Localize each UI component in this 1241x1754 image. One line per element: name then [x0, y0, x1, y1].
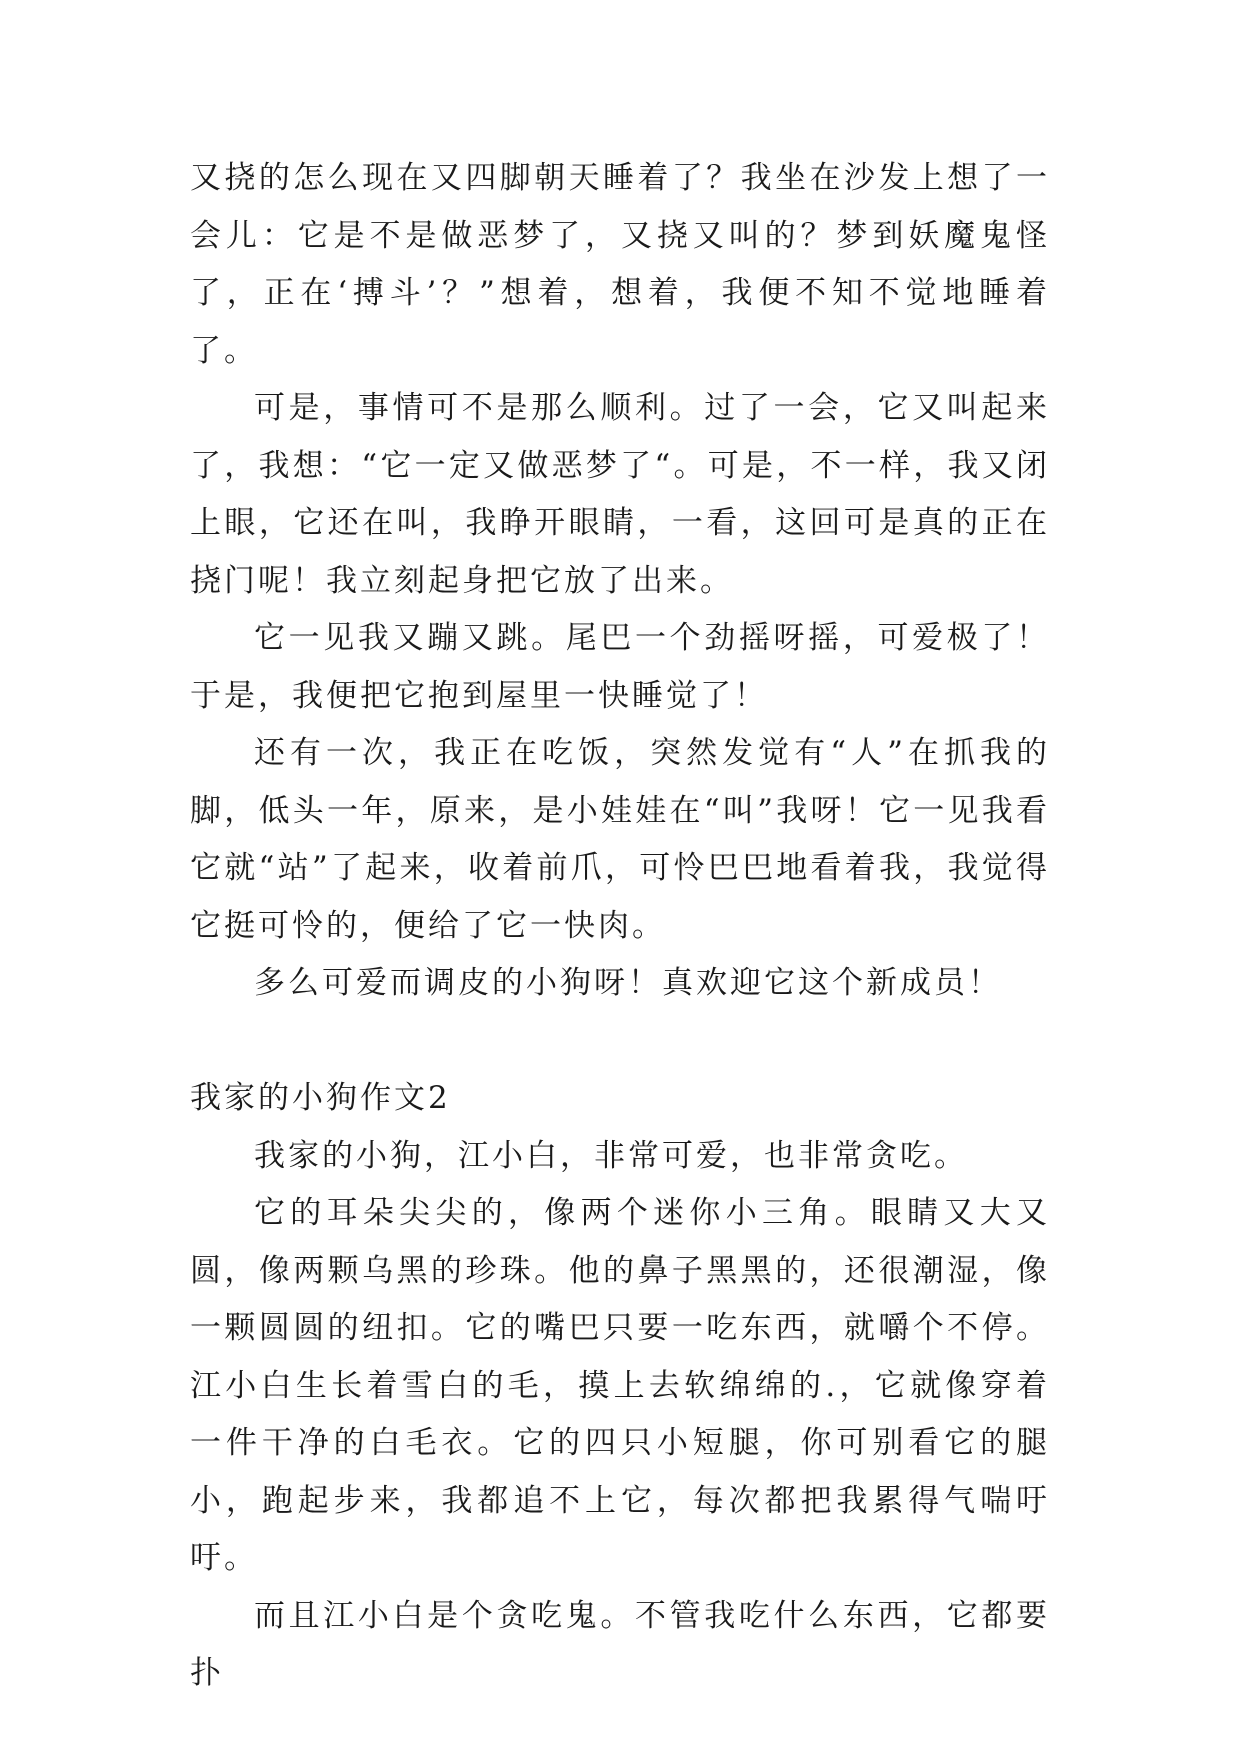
blank-line — [190, 1013, 1050, 1071]
document-body — [190, 150, 1050, 1703]
paragraph: 而且江小白是个贪吃鬼。不管我吃什么东西，它都要扑 — [190, 1597, 1050, 1691]
section-part1 — [190, 150, 1050, 1013]
paragraph: 可是，事情可不是那么顺利。过了一会，它又叫起来了，我想：“它一定又做恶梦了“。可是，不一样，我又闭上眼，它还在叫，我睁开眼睛，一看，这回可是真的正在挠门呢！我立刻起身把它放了出来。 — [190, 390, 1050, 599]
paragraph: 多么可爱而调皮的小狗呀！真欢迎它这个新成员！ — [254, 965, 1002, 1001]
paragraph: 又挠的怎么现在又四脚朝天睡着了？我坐在沙发上想了一会儿：它是不是做恶梦了，又挠又叫的？梦到妖魔鬼怪了，正在‘搏斗’？”想着，想着，我便不知不觉地睡着了。 — [190, 160, 1050, 369]
section-title: 我家的小狗作文2 — [190, 1080, 451, 1116]
paragraph: 它一见我又蹦又跳。尾巴一个劲摇呀摇，可爱极了！于是，我便把它抱到屋里一快睡觉了！ — [190, 620, 1050, 714]
paragraph: 它的耳朵尖尖的，像两个迷你小三角。眼睛又大又圆，像两颗乌黑的珍珠。他的鼻子黑黑的，还很潮湿，像一颗圆圆的纽扣。它的嘴巴只要一吃东西，就嚼个不停。江小白生长着雪白的毛，摸上去软绵绵的.，它就像穿着一件干净的白毛衣。它的四只小短腿，你可别看它的腿小，跑起步来，我都追不上它，每次都把我累得气喘吁吁。 — [190, 1195, 1050, 1576]
paragraph: 还有一次，我正在吃饭，突然发觉有“人”在抓我的脚，低头一年，原来，是小娃娃在“叫”我呀！它一见我看它就“站”了起来，收着前爪，可怜巴巴地看着我，我觉得它挺可怜的，便给了它一快肉。 — [190, 735, 1050, 944]
section-part2 — [190, 1128, 1050, 1703]
paragraph: 我家的小狗，江小白，非常可爱，也非常贪吃。 — [254, 1137, 968, 1174]
